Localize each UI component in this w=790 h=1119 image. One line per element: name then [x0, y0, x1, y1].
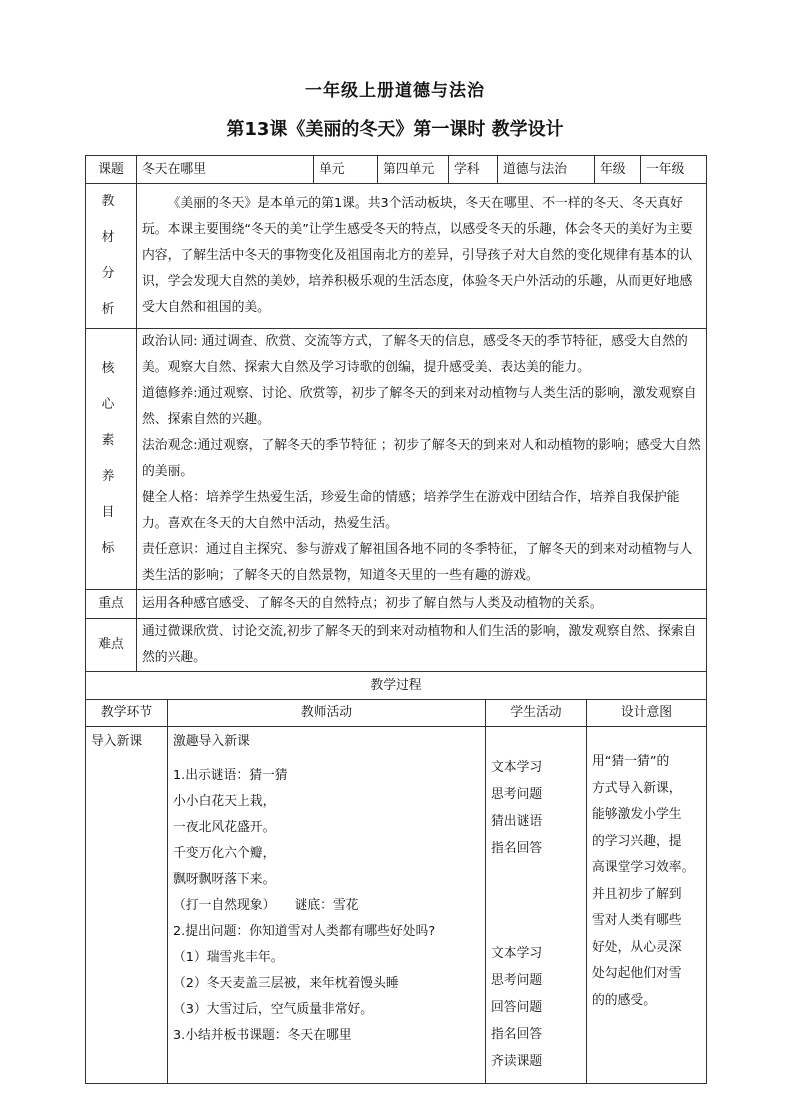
- design-line: 的学习兴趣，提: [592, 833, 682, 849]
- teacher-line: 一夜北风花盛开。: [173, 820, 276, 835]
- goal-political: 政治认同: 通过调查、欣赏、交流等方式，了解冬天的信息，感受冬天的季节特征，感受大自然的美。观察大自然、探索大自然及学习诗歌的创编，提升感受美、表达美的能力。: [142, 334, 688, 375]
- analysis-label: 教 材 分 析: [86, 184, 137, 329]
- design-line: 高课堂学习效率。: [592, 860, 695, 875]
- student-line: 指名回答: [491, 1027, 543, 1042]
- analysis-text: 《美丽的冬天》是本单元的第1课。共3个活动板块，冬天在哪里、不一样的冬天、冬天真好玩。本课主要围绕“冬天的美”让学生感受冬天的特点，以感受冬天的乐趣，体会冬天的美好为主要内容，了解生活中冬天的事物变化及祖国南北方的差异，引导孩子对大自然的变化规律有基本的认识，学会发现大自然的美妙，培养积极乐观的生活态度，体验冬天户外活动的乐趣，从而更好地感受大自然和祖国的美。: [137, 184, 707, 329]
- student-line: 齐读课题: [491, 1054, 543, 1069]
- process-table: [85, 671, 707, 1084]
- design-line: 的的感受。: [592, 992, 656, 1008]
- teacher-line: 飘呀飘呀落下来。: [173, 872, 276, 887]
- stage-cell: 导入新课: [86, 727, 168, 1084]
- grade-label: 年级: [595, 156, 641, 184]
- col-teacher-header: 教师活动: [168, 700, 486, 727]
- intro-row: [86, 727, 707, 1084]
- topic-label: 课题: [86, 156, 137, 184]
- teacher-line: （打一自然现象） 谜底：雪花: [173, 898, 359, 913]
- goals-text: [137, 329, 707, 590]
- grade-value: 一年级: [641, 156, 707, 184]
- goal-legal: 法治观念:通过观察，了解冬天的季节特征 ；初步了解冬天的到来对人和动植物的影响；感受大自然的美丽。: [142, 438, 701, 479]
- student-line: 文本学习: [491, 946, 543, 961]
- goals-label: 核 心 素 养 目 标: [86, 329, 137, 590]
- teacher-line: （3）大雪过后，空气质量非常好。: [173, 1002, 374, 1017]
- teacher-line: 千变万化六个瓣，: [173, 846, 276, 861]
- col-student-header: 学生活动: [486, 700, 587, 727]
- document-subtitle: 第13课《美丽的冬天》第一课时 教学设计: [226, 119, 564, 140]
- difficulty-text: 通过微课欣赏、讨论交流,初步了解冬天的到来对动植物和人们生活的影响，激发观察自然、探索自然的兴趣。: [137, 619, 707, 672]
- design-line: 好处，从心灵深: [592, 939, 682, 955]
- teacher-line: 1.出示谜语：猜一猜: [173, 768, 288, 783]
- student-line: 思考问题: [491, 973, 543, 988]
- topic-value: 冬天在哪里: [137, 156, 314, 184]
- difficulty-row: [86, 619, 707, 672]
- design-line: 用“猜一猜”的: [592, 754, 670, 769]
- teacher-line: （2）冬天麦盖三层被，来年枕着馒头睡: [173, 976, 399, 991]
- process-title: 教学过程: [86, 672, 707, 700]
- design-intent-cell: [587, 727, 707, 1084]
- subject-label: 学科: [449, 156, 498, 184]
- key-point-text: 运用各种感官感受、了解冬天的自然特点；初步了解自然与人类及动植物的关系。: [137, 590, 707, 619]
- analysis-row: [86, 184, 707, 329]
- design-line: 并且初步了解到: [592, 886, 682, 902]
- design-line: 能够激发小学生: [592, 807, 682, 822]
- key-point-row: [86, 590, 707, 619]
- subject-value: 道德与法治: [498, 156, 595, 184]
- teacher-line: 2.提出问题：你知道雪对人类都有哪些好处吗?: [173, 924, 436, 939]
- goal-personality: 健全人格：培养学生热爱生活，珍爱生命的情感；培养学生在游戏中团结合作，培养自我保护能力。喜欢在冬天的大自然中活动，热爱生活。: [142, 490, 680, 531]
- col-stage-header: 教学环节: [86, 700, 168, 727]
- unit-value: 第四单元: [378, 156, 449, 184]
- teacher-line: （1）瑞雪兆丰年。: [173, 950, 284, 965]
- goal-responsibility: 责任意识：通过自主探究、参与游戏了解祖国各地不同的冬季特征，了解冬天的到来对动植物与人类生活的影响；了解冬天的自然景物，知道冬天里的一些有趣的游戏。: [142, 542, 693, 583]
- student-activity-cell: [486, 727, 587, 1084]
- teacher-activity-cell: [168, 727, 486, 1084]
- design-line: 处勾起他们对雪: [592, 966, 682, 981]
- student-line: 猜出谜语: [491, 814, 543, 829]
- unit-label: 单元: [314, 156, 378, 184]
- design-line: 雪对人类有哪些: [592, 913, 682, 928]
- key-point-label: 重点: [86, 590, 137, 619]
- header-row: [86, 156, 707, 184]
- student-line: 思考问题: [491, 787, 543, 802]
- goal-moral: 道德修养:通过观察、讨论、欣赏等，初步了解冬天的到来对动植物与人类生活的影响，激发观察自然、探索自然的兴趣。: [142, 386, 697, 427]
- info-table: [85, 155, 707, 672]
- difficulty-label: 难点: [86, 619, 137, 672]
- goals-row: [86, 329, 707, 590]
- document-title: 一年级上册道德与法治: [305, 81, 485, 101]
- teacher-line: 小小白花天上栽，: [173, 794, 276, 809]
- col-design-header: 设计意图: [587, 700, 707, 727]
- teacher-line: 3.小结并板书课题：冬天在哪里: [173, 1028, 352, 1043]
- student-line: 指名回答: [491, 841, 543, 856]
- student-line: 回答问题: [491, 1000, 543, 1015]
- teacher-line: 激趣导入新课: [173, 734, 250, 749]
- lesson-plan-sheet: [85, 155, 706, 1084]
- student-line: 文本学习: [491, 760, 543, 775]
- design-line: 方式导入新课，: [592, 780, 682, 796]
